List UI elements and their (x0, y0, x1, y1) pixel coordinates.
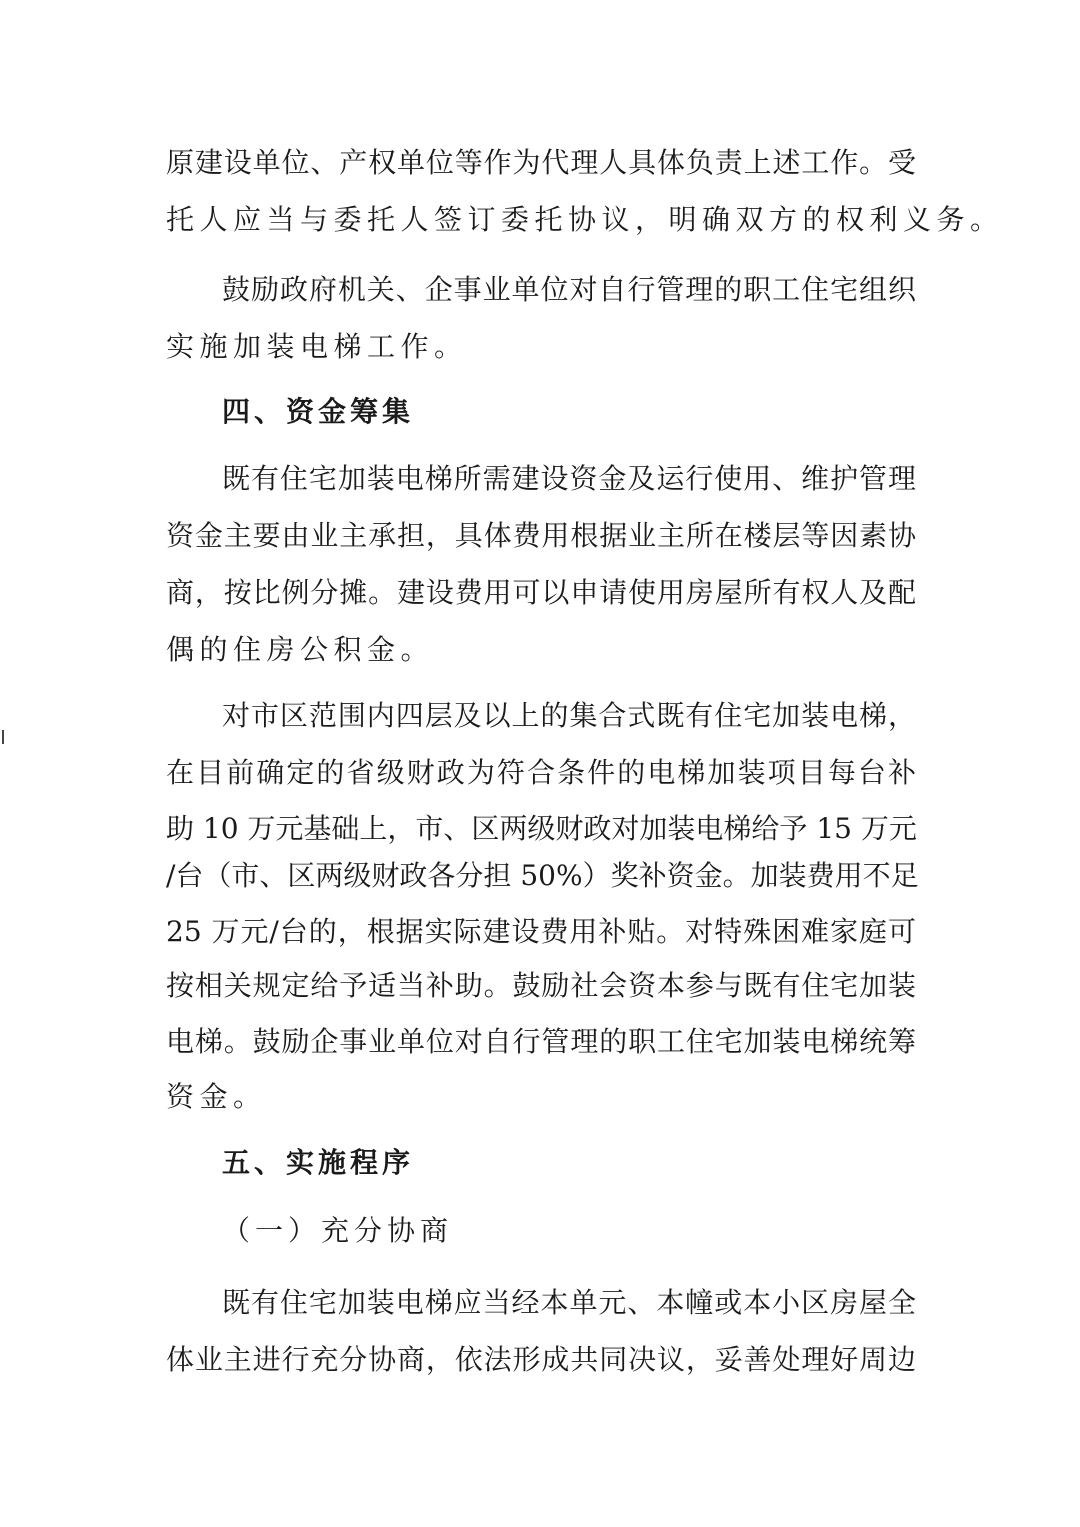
paragraph-line: 原建设单位、产权单位等作为代理人具体负责上述工作。受 (166, 146, 916, 179)
paragraph-line: /台（市、区两级财政各分担 50%）奖补资金。加装费用不足 (166, 859, 919, 892)
paragraph-line: 助 10 万元基础上，市、区两级财政对加装电梯给予 15 万元 (166, 812, 917, 845)
section-heading: 五、实施程序 (222, 1146, 415, 1179)
paragraph-line: 实施加装电梯工作。 (166, 330, 468, 363)
paragraph-line: 25 万元/台的，根据实际建设费用补贴。对特殊困难家庭可 (166, 915, 916, 948)
paragraph-line: 按相关规定给予适当补助。鼓励社会资本参与既有住宅加装 (166, 969, 916, 1002)
paragraph-line: 电梯。鼓励企事业单位对自行管理的职工住宅加装电梯统筹 (166, 1025, 916, 1058)
paragraph-line: 体业主进行充分协商，依法形成共同决议，妥善处理好周边 (166, 1343, 916, 1376)
paragraph-line: 托人应当与委托人签订委托协议，明确双方的权利义务。 (166, 203, 1004, 236)
paragraph-line: 资金。 (166, 1080, 267, 1113)
paragraph-line: 偶的住房公积金。 (166, 633, 435, 666)
subsection-heading: （一）充分协商 (222, 1214, 454, 1247)
paragraph-line: 既有住宅加装电梯应当经本单元、本幢或本小区房屋全 (222, 1286, 916, 1319)
paragraph-line: 商，按比例分摊。建设费用可以申请使用房屋所有权人及配 (166, 576, 916, 609)
paragraph-line: 资金主要由业主承担，具体费用根据业主所在楼层等因素协 (166, 519, 916, 552)
paragraph-line: 对市区范围内四层及以上的集合式既有住宅加装电梯， (222, 699, 916, 732)
section-heading: 四、资金筹集 (222, 395, 415, 428)
paragraph-line: 在目前确定的省级财政为符合条件的电梯加装项目每台补 (166, 756, 916, 789)
margin-mark (2, 730, 4, 744)
paragraph-line: 既有住宅加装电梯所需建设资金及运行使用、维护管理 (222, 462, 916, 495)
paragraph-line: 鼓励政府机关、企事业单位对自行管理的职工住宅组织 (222, 273, 916, 306)
